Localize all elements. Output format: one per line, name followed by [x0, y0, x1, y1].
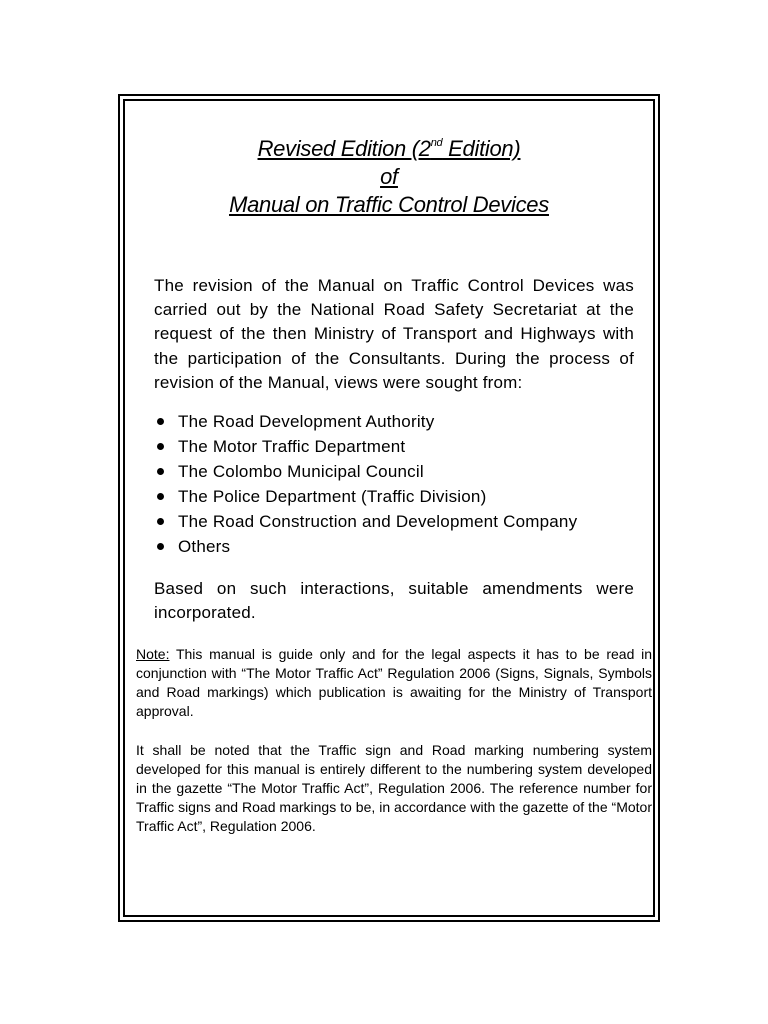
list-item	[154, 434, 634, 459]
list-item	[154, 409, 634, 434]
title-edition-prefix: Revised Edition (2	[257, 136, 431, 161]
numbering-note-paragraph: It shall be noted that the Traffic sign and Road marking numbering system developed for this manual is entirely different to the numbering system developed in the gazette “The Motor Traffic Act”, Regulation 2006. The reference number for Traffic signs and Road markings to be, in accordance with the gazette of the “Motor Traffic Act”, Regulation 2006.	[136, 742, 652, 834]
bullet-icon	[157, 493, 164, 500]
document-title	[125, 135, 653, 219]
consulted-bodies-list	[154, 409, 634, 559]
list-item-label: The Road Construction and Development Company	[178, 512, 578, 531]
intro-paragraph: The revision of the Manual on Traffic Control Devices was carried out by the National Road Safety Secretariat at the request of the then Ministry of Transport and Highways with the participation of the Consultants. During the process of revision of the Manual, views were sought from:	[154, 276, 634, 392]
list-item-label: The Police Department (Traffic Division)	[178, 487, 487, 506]
bullet-icon	[157, 518, 164, 525]
title-line-edition	[125, 135, 653, 163]
list-item-label: The Motor Traffic Department	[178, 437, 406, 456]
note-label: Note:	[136, 646, 170, 662]
page-inner-border	[123, 99, 655, 917]
title-edition-superscript: nd	[430, 137, 443, 149]
note-text: This manual is guide only and for the legal aspects it has to be read in conjunction with “The Motor Traffic Act” Regulation 2006 (Signs, Signals, Symbols and Road markings) which publication is awaiting for the Ministry of Transport approval.	[136, 646, 652, 719]
title-line-manual: Manual on Traffic Control Devices	[229, 192, 549, 217]
list-item-label: Others	[178, 537, 231, 556]
list-item	[154, 459, 634, 484]
page-border	[118, 94, 660, 922]
list-item-label: The Road Development Authority	[178, 412, 435, 431]
bullet-icon	[157, 468, 164, 475]
title-line-of: of	[380, 164, 398, 189]
note-paragraph	[136, 645, 652, 721]
bullet-icon	[157, 443, 164, 450]
bullet-icon	[157, 543, 164, 550]
amendments-paragraph: Based on such interactions, suitable amendments were incorporated.	[154, 579, 634, 623]
list-item	[154, 509, 634, 534]
list-item	[154, 534, 634, 559]
bullet-icon	[157, 418, 164, 425]
title-edition-suffix: Edition)	[442, 136, 521, 161]
list-item-label: The Colombo Municipal Council	[178, 462, 424, 481]
list-item	[154, 484, 634, 509]
